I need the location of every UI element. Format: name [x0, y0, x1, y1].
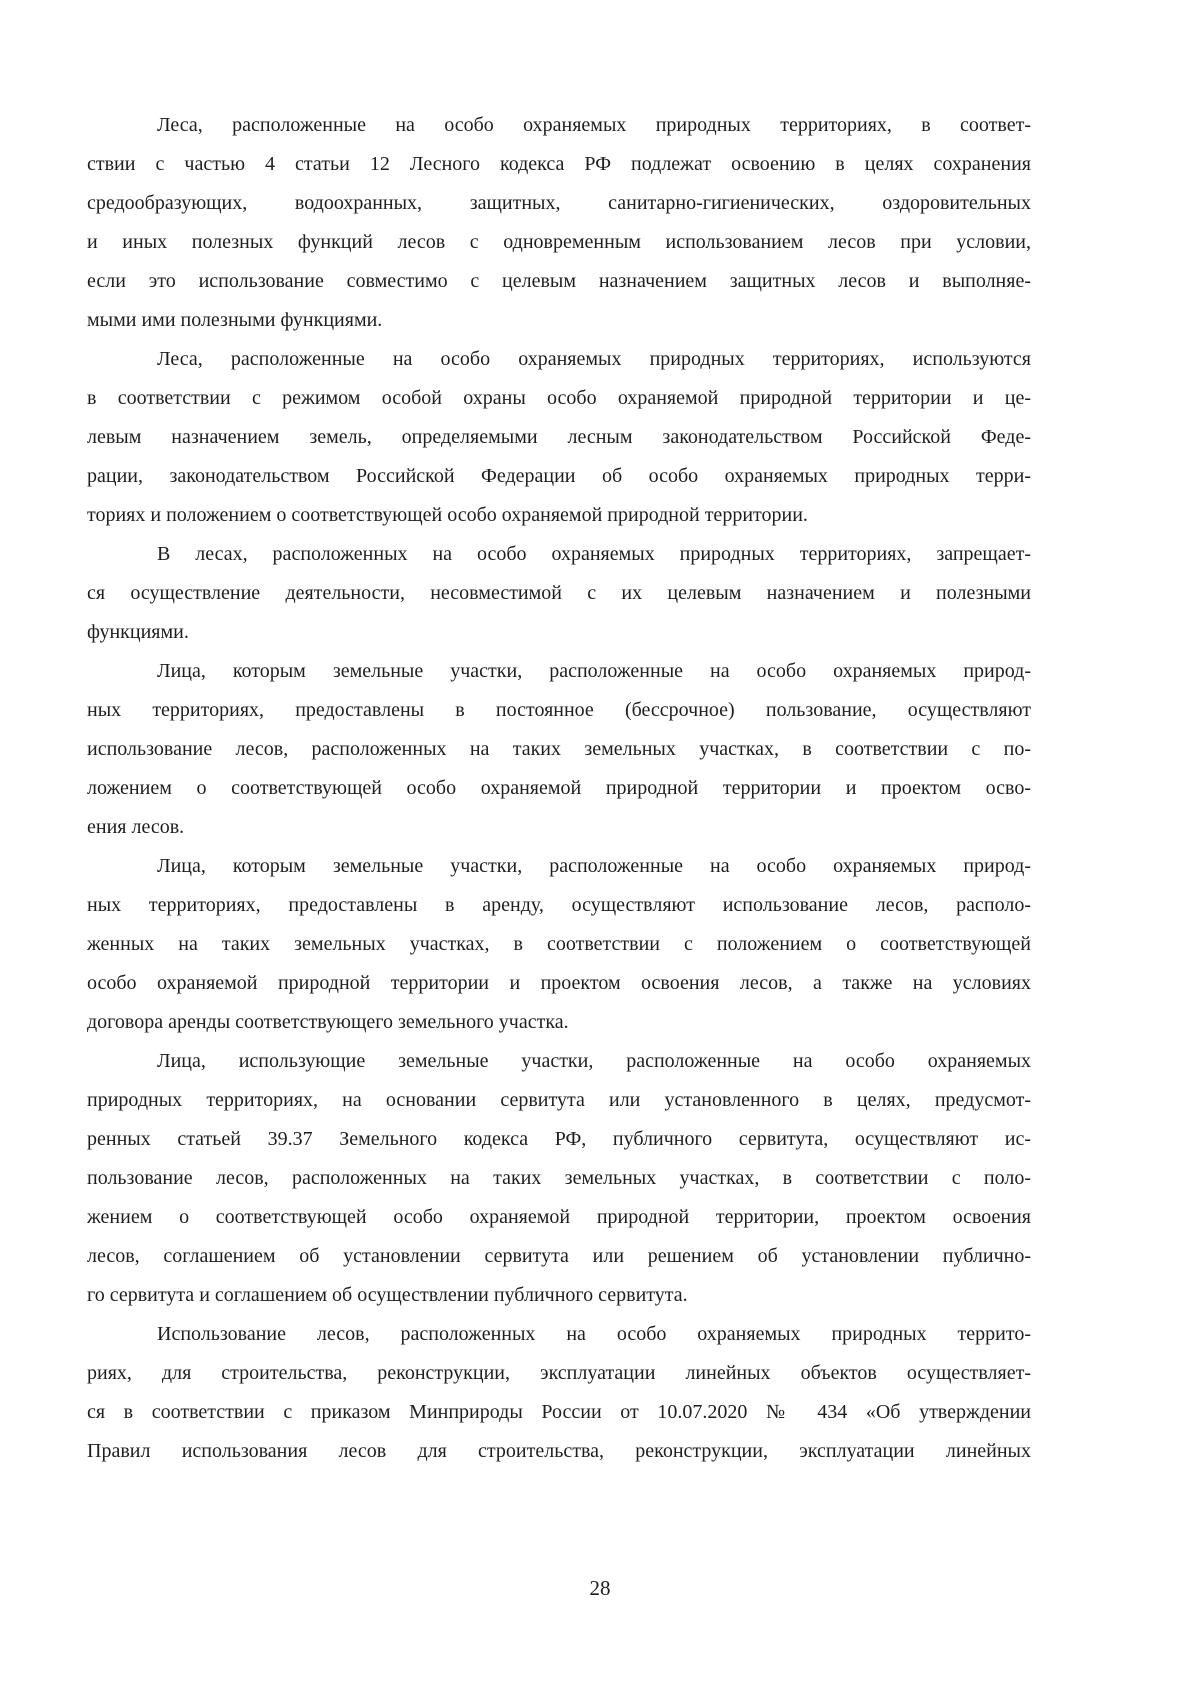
text-line: жением о соответствующей особо охраняемой природной территории, проектом освоения	[87, 1206, 1031, 1228]
text-line: ения лесов.	[87, 816, 185, 838]
text-line: ся в соответствии с приказом Минприроды России от 10.07.2020 № 434 «Об утверждении	[87, 1401, 1031, 1423]
page-number: 28	[589, 1576, 611, 1600]
text-line: ренных статьей 39.37 Земельного кодекса РФ, публичного сервитута, осуществляют ис-	[87, 1128, 1031, 1150]
text-line: мыми ими полезными функциями.	[87, 309, 383, 331]
text-line: Лица, которым земельные участки, расположенные на особо охраняемых природ-	[157, 855, 1031, 877]
text-line: в соответствии с режимом особой охраны особо охраняемой природной территории и це-	[87, 387, 1031, 409]
text-line: Леса, расположенные на особо охраняемых природных территориях, в соответ-	[157, 114, 1031, 136]
text-line: природных территориях, на основании сервитута или установленного в целях, предусмот-	[87, 1089, 1031, 1111]
text-line: ных территориях, предоставлены в постоянное (бессрочное) пользование, осуществляют	[87, 699, 1031, 721]
text-line: особо охраняемой природной территории и проектом освоения лесов, а также на условиях	[87, 972, 1031, 994]
text-line: левым назначением земель, определяемыми лесным законодательством Российской Феде-	[87, 426, 1031, 448]
text-line: лесов, соглашением об установлении сервитута или решением об установлении публично-	[87, 1245, 1031, 1267]
text-line: Лица, использующие земельные участки, расположенные на особо охраняемых	[157, 1050, 1031, 1072]
text-line: ториях и положением о соответствующей особо охраняемой природной территории.	[87, 504, 808, 526]
text-line: пользование лесов, расположенных на таких земельных участках, в соответствии с поло-	[87, 1167, 1031, 1189]
text-line: функциями.	[87, 621, 189, 643]
document-body	[87, 106, 1031, 1471]
text-line: использование лесов, расположенных на таких земельных участках, в соответствии с по-	[87, 738, 1031, 760]
paragraph	[87, 340, 1031, 535]
text-line: риях, для строительства, реконструкции, эксплуатации линейных объектов осуществляет-	[87, 1362, 1031, 1384]
text-line: женных на таких земельных участках, в соответствии с положением о соответствующей	[87, 933, 1031, 955]
text-line: Лица, которым земельные участки, расположенные на особо охраняемых природ-	[157, 660, 1031, 682]
paragraph	[87, 1315, 1031, 1471]
paragraph	[87, 535, 1031, 652]
text-line: Использование лесов, расположенных на особо охраняемых природных террито-	[157, 1323, 1031, 1345]
paragraph	[87, 847, 1031, 1042]
text-line: средообразующих, водоохранных, защитных, санитарно-гигиенических, оздоровительных	[87, 192, 1031, 214]
text-line: если это использование совместимо с целевым назначением защитных лесов и выполняе-	[87, 270, 1031, 292]
text-line: Леса, расположенные на особо охраняемых природных территориях, используются	[157, 348, 1031, 370]
text-line: Правил использования лесов для строительства, реконструкции, эксплуатации линейных	[87, 1440, 1031, 1462]
text-line: договора аренды соответствующего земельного участка.	[87, 1011, 569, 1033]
text-line: и иных полезных функций лесов с одновременным использованием лесов при условии,	[87, 231, 1031, 253]
text-line: го сервитута и соглашением об осуществлении публичного сервитута.	[87, 1284, 688, 1306]
paragraph	[87, 652, 1031, 847]
text-line: ных территориях, предоставлены в аренду, осуществляют использование лесов, располо-	[87, 894, 1031, 916]
text-line: ложением о соответствующей особо охраняемой природной территории и проектом осво-	[87, 777, 1031, 799]
text-line: рации, законодательством Российской Федерации об особо охраняемых природных терри-	[87, 465, 1031, 487]
paragraph	[87, 1042, 1031, 1315]
text-line: ся осуществление деятельности, несовместимой с их целевым назначением и полезными	[87, 582, 1031, 604]
paragraph	[87, 106, 1031, 340]
text-line: В лесах, расположенных на особо охраняемых природных территориях, запрещает-	[157, 543, 1031, 565]
text-line: ствии с частью 4 статьи 12 Лесного кодекса РФ подлежат освоению в целях сохранения	[87, 153, 1031, 175]
